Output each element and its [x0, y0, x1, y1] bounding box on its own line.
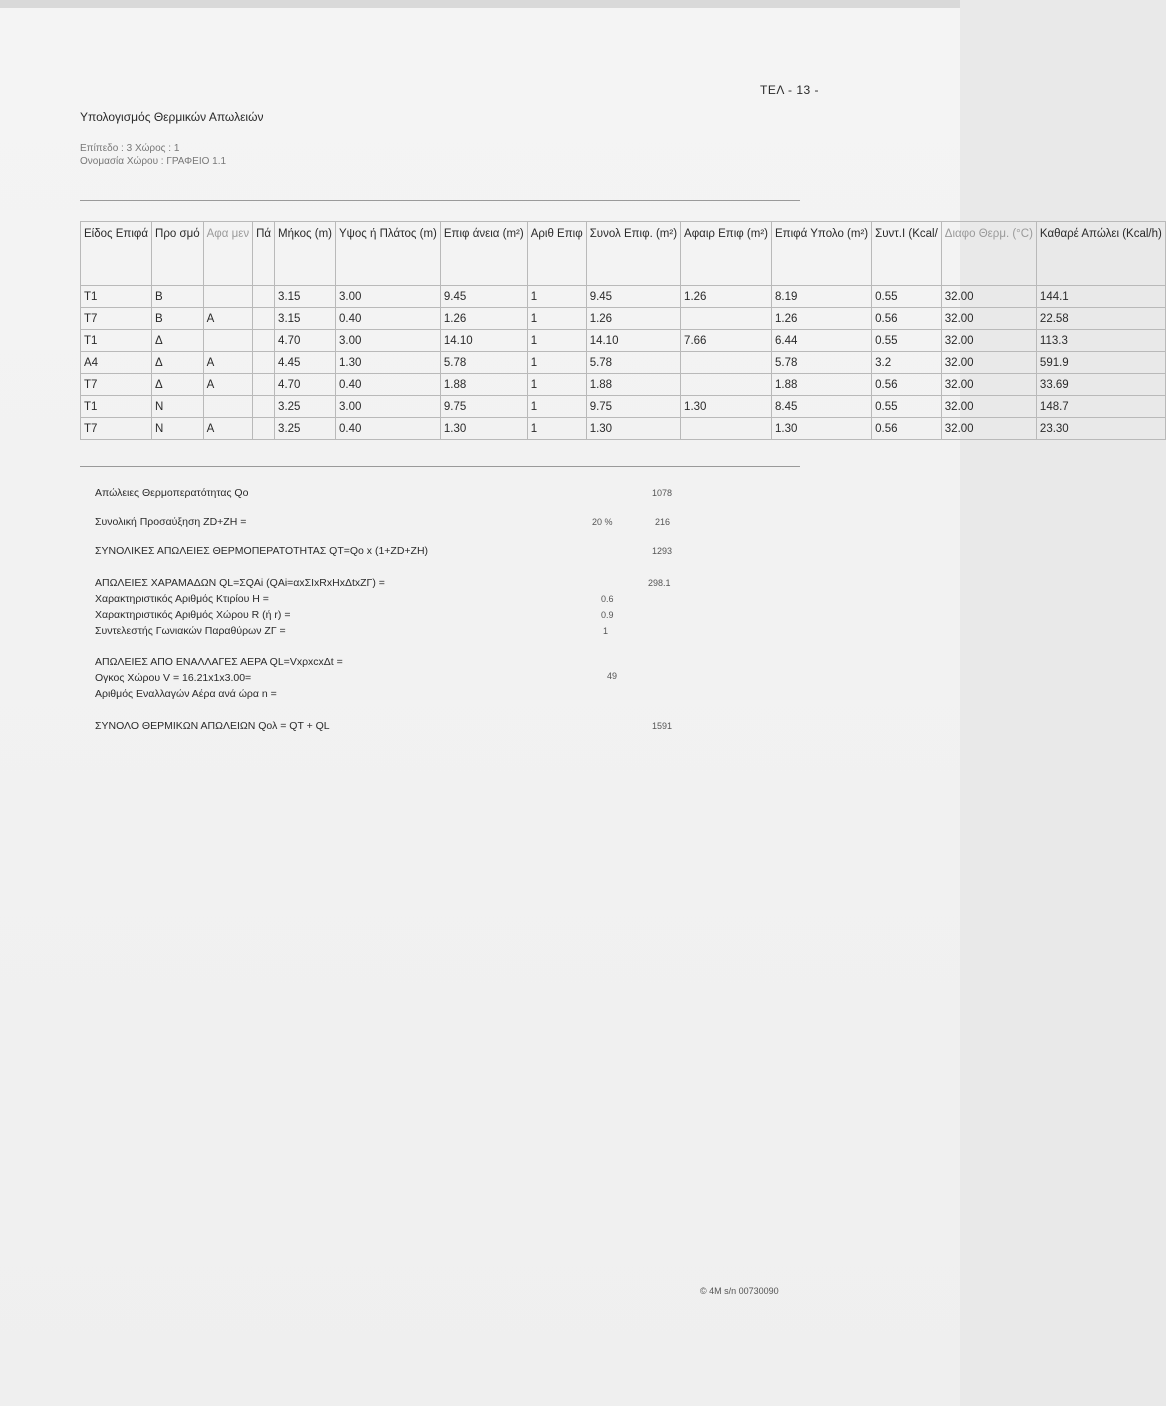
- table-cell: 6.44: [772, 330, 872, 352]
- table-cell: [681, 308, 772, 330]
- table-cell: T1: [81, 330, 152, 352]
- table-cell: 0.40: [336, 374, 441, 396]
- table-cell: 1.30: [336, 352, 441, 374]
- table-cell: 3.15: [275, 308, 336, 330]
- table-cell: 3.15: [275, 286, 336, 308]
- table-cell: Δ: [152, 374, 204, 396]
- table-cell: 0.56: [872, 418, 942, 440]
- table-cell: Δ: [152, 352, 204, 374]
- room-name-line: Ονομασία Χώρου : ΓΡΑΦΕΙΟ 1.1: [80, 156, 227, 167]
- table-cell: [203, 330, 252, 352]
- table-cell: 9.45: [586, 286, 680, 308]
- table-cell: 1.30: [772, 418, 872, 440]
- table-cell: 33.69: [1036, 374, 1165, 396]
- heat-loss-table: [80, 221, 1166, 440]
- table-cell: 0.55: [872, 330, 942, 352]
- table-cell: 5.78: [586, 352, 680, 374]
- table-cell: 3.2: [872, 352, 942, 374]
- table-cell: 1.88: [586, 374, 680, 396]
- table-cell: 3.00: [336, 286, 441, 308]
- table-cell: 14.10: [586, 330, 680, 352]
- table-cell: 0.40: [336, 418, 441, 440]
- table-cell: A: [203, 374, 252, 396]
- table-cell: 113.3: [1036, 330, 1165, 352]
- table-cell: A4: [81, 352, 152, 374]
- table-cell: [681, 418, 772, 440]
- table-cell: [253, 396, 275, 418]
- table-cell: 22.58: [1036, 308, 1165, 330]
- col-header: Διαφο Θερμ. (°C): [941, 222, 1036, 286]
- table-cell: 32.00: [941, 308, 1036, 330]
- table-cell: [681, 374, 772, 396]
- level-room-line: Επίπεδο : 3 Χώρος : 1: [80, 143, 180, 154]
- table-cell: 1: [527, 330, 586, 352]
- table-cell: A: [203, 308, 252, 330]
- page-number: ΤΕΛ - 13 -: [760, 83, 820, 97]
- col-header: Αφαιρ Επιφ (m²): [681, 222, 772, 286]
- increase-percent: 20 %: [592, 517, 613, 527]
- table-cell: 1.30: [440, 418, 527, 440]
- table-header-row: [81, 222, 1166, 286]
- table-cell: [253, 308, 275, 330]
- table-row: [81, 330, 1166, 352]
- document-title: Υπολογισμός Θερμικών Απωλειών: [80, 110, 264, 124]
- air-exchanges-label: Αριθμός Εναλλαγών Αέρα ανά ώρα n =: [95, 688, 277, 700]
- room-r-value: 0.9: [601, 610, 614, 620]
- table-cell: [253, 352, 275, 374]
- qt-label: ΣΥΝΟΛΙΚΕΣ ΑΠΩΛΕΙΕΣ ΘΕΡΜΟΠΕΡΑΤΟΤΗΤΑΣ QT=Qo x (1+ZD+ZH): [95, 545, 429, 557]
- room-volume-label: Ογκος Χώρου V = 16.21x1x3.00=: [95, 672, 252, 684]
- increase-label: Συνολική Προσαύξηση ZD+ZH =: [95, 516, 247, 528]
- table-cell: 32.00: [941, 352, 1036, 374]
- table-row: [81, 308, 1166, 330]
- col-header: Επιφ άνεια (m²): [440, 222, 527, 286]
- col-header: Επιφά Υπολο (m²): [772, 222, 872, 286]
- room-r-label: Χαρακτηριστικός Αριθμός Χώρου R (ή r) =: [95, 609, 291, 621]
- table-cell: 23.30: [1036, 418, 1165, 440]
- table-cell: T7: [81, 374, 152, 396]
- table-cell: 1.30: [681, 396, 772, 418]
- top-edge: [0, 0, 960, 8]
- table-row: [81, 396, 1166, 418]
- table-cell: 1.26: [681, 286, 772, 308]
- table-cell: 1: [527, 374, 586, 396]
- corner-zg-label: Συντελεστής Γωνιακών Παραθύρων ZΓ =: [95, 625, 286, 637]
- table-cell: [253, 286, 275, 308]
- table-cell: B: [152, 286, 204, 308]
- table-row: [81, 286, 1166, 308]
- table-cell: 1: [527, 352, 586, 374]
- col-header: Είδος Επιφά: [81, 222, 152, 286]
- table-cell: 3.25: [275, 418, 336, 440]
- table-cell: 9.75: [440, 396, 527, 418]
- table-cell: 32.00: [941, 374, 1036, 396]
- table-cell: 32.00: [941, 396, 1036, 418]
- table-cell: 4.70: [275, 374, 336, 396]
- table-cell: 32.00: [941, 286, 1036, 308]
- building-h-label: Χαρακτηριστικός Αριθμός Κτιρίου H =: [95, 593, 269, 605]
- table-row: [81, 418, 1166, 440]
- table-cell: 5.78: [772, 352, 872, 374]
- table-cell: 1.88: [440, 374, 527, 396]
- table-cell: 4.70: [275, 330, 336, 352]
- ql-label: ΑΠΩΛΕΙΕΣ ΧΑΡΑΜΑΔΩΝ QL=ΣQAi (QAi=αxΣIxRxHxΔtxZΓ) =: [95, 577, 385, 589]
- total-label: ΣΥΝΟΛΟ ΘΕΡΜΙΚΩΝ ΑΠΩΛΕΙΩΝ Qολ = QT + QL: [95, 720, 330, 732]
- qt-value: 1293: [652, 546, 673, 556]
- table-cell: 0.40: [336, 308, 441, 330]
- col-header: Συνολ Επιφ. (m²): [586, 222, 680, 286]
- table-cell: 148.7: [1036, 396, 1165, 418]
- ql-value: 298.1: [648, 578, 671, 588]
- table-cell: 3.25: [275, 396, 336, 418]
- table-cell: 3.00: [336, 330, 441, 352]
- increase-value: 216: [655, 517, 671, 527]
- qo-value: 1078: [652, 488, 673, 498]
- table-cell: 591.9: [1036, 352, 1165, 374]
- table-cell: [203, 396, 252, 418]
- table-cell: 1.26: [440, 308, 527, 330]
- col-header: Μήκος (m): [275, 222, 336, 286]
- col-header: Προ σμό: [152, 222, 204, 286]
- table-row: [81, 374, 1166, 396]
- table-cell: 1: [527, 308, 586, 330]
- table-cell: 5.78: [440, 352, 527, 374]
- air-exchange-label: ΑΠΩΛΕΙΕΣ ΑΠΟ ΕΝΑΛΛΑΓΕΣ ΑΕΡΑ QL=VxρxcxΔt =: [95, 656, 343, 668]
- corner-zg-value: 1: [603, 626, 609, 636]
- table-cell: 144.1: [1036, 286, 1165, 308]
- table-cell: [253, 330, 275, 352]
- table-cell: [253, 374, 275, 396]
- col-header: Πά: [253, 222, 275, 286]
- table-cell: T1: [81, 396, 152, 418]
- top-divider: [80, 200, 800, 201]
- total-value: 1591: [652, 721, 673, 731]
- bottom-divider: [80, 466, 800, 467]
- table-cell: 8.45: [772, 396, 872, 418]
- table-cell: 9.45: [440, 286, 527, 308]
- table-cell: [681, 352, 772, 374]
- table-cell: Δ: [152, 330, 204, 352]
- table-cell: N: [152, 418, 204, 440]
- table-cell: T7: [81, 418, 152, 440]
- table-cell: 8.19: [772, 286, 872, 308]
- footer-stamp: © 4M s/n 00730090: [700, 1286, 779, 1296]
- table-cell: 7.66: [681, 330, 772, 352]
- table-cell: 9.75: [586, 396, 680, 418]
- table-cell: 1.26: [586, 308, 680, 330]
- col-header: Καθαρέ Απώλει (Kcal/h): [1036, 222, 1165, 286]
- table-cell: 1: [527, 396, 586, 418]
- table-row: [81, 352, 1166, 374]
- table-cell: 0.56: [872, 374, 942, 396]
- table-cell: N: [152, 396, 204, 418]
- table-cell: A: [203, 418, 252, 440]
- building-h-value: 0.6: [601, 594, 614, 604]
- table-cell: [253, 418, 275, 440]
- col-header: Αφα μεν: [203, 222, 252, 286]
- table-cell: [203, 286, 252, 308]
- table-cell: B: [152, 308, 204, 330]
- table-cell: T7: [81, 308, 152, 330]
- table-cell: T1: [81, 286, 152, 308]
- table-cell: 1: [527, 418, 586, 440]
- col-header: Αριθ Επιφ: [527, 222, 586, 286]
- table-cell: 32.00: [941, 330, 1036, 352]
- table-cell: 0.56: [872, 308, 942, 330]
- col-header: Συντ.Ι (Kcal/: [872, 222, 942, 286]
- table-cell: 0.55: [872, 396, 942, 418]
- table-cell: 0.55: [872, 286, 942, 308]
- room-volume-value: 49: [607, 671, 618, 681]
- table-cell: 14.10: [440, 330, 527, 352]
- table-cell: 32.00: [941, 418, 1036, 440]
- qo-label: Απώλειες Θερμοπερατότητας Qo: [95, 487, 249, 499]
- table-cell: 1.26: [772, 308, 872, 330]
- table-cell: 1.30: [586, 418, 680, 440]
- table-cell: 4.45: [275, 352, 336, 374]
- col-header: Υψος ή Πλάτος (m): [336, 222, 441, 286]
- table-cell: 1: [527, 286, 586, 308]
- table-cell: 1.88: [772, 374, 872, 396]
- table-cell: A: [203, 352, 252, 374]
- table-cell: 3.00: [336, 396, 441, 418]
